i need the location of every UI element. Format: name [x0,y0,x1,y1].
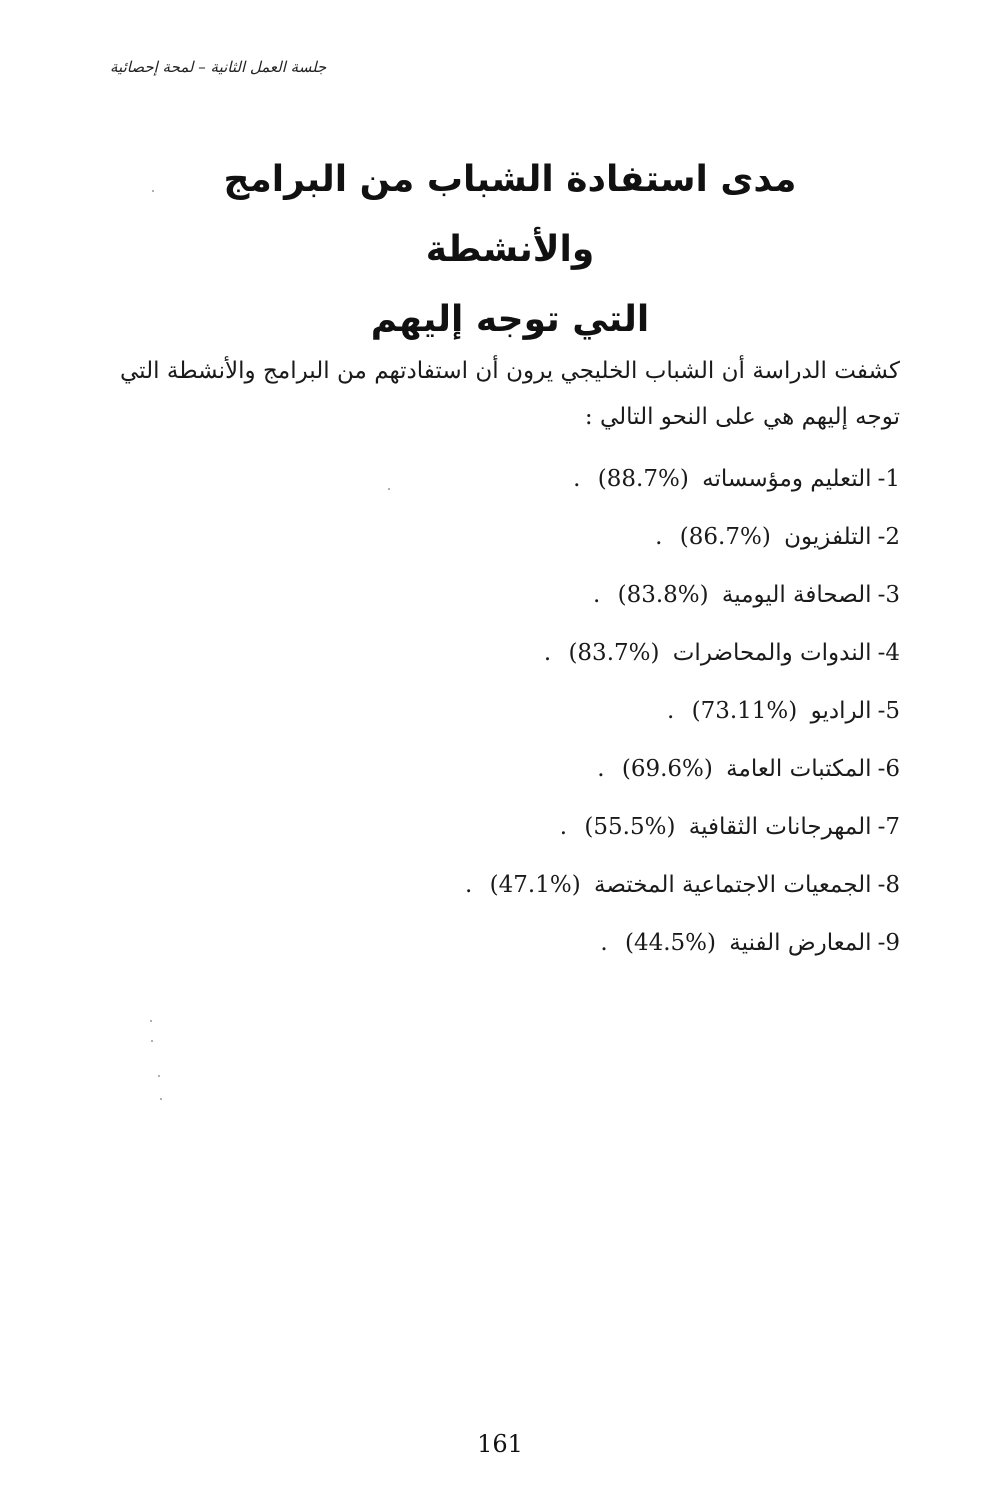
running-header: جلسة العمل الثانية – لمحة إحصائية [110,58,327,76]
item-label: الجمعيات الاجتماعية المختصة [593,872,872,898]
list-item [120,740,900,798]
item-label: الندوات والمحاضرات [672,640,872,666]
item-end-mark: . [655,524,663,550]
item-number: 3- [877,582,900,608]
item-label: المهرجانات الثقافية [688,814,872,840]
item-end-mark: . [559,814,568,840]
list-item [120,450,900,508]
item-number: 5- [877,698,900,724]
scan-speck [388,488,390,490]
item-percentage: (%47.1) [489,872,581,898]
item-end-mark: . [597,756,605,782]
list-item [120,798,900,856]
item-number: 4- [877,640,900,666]
item-percentage: (%44.5) [624,930,716,956]
item-number: 9- [877,930,900,956]
section-title [200,145,820,355]
title-line-1: مدى استفادة الشباب من البرامج والأنشطة [223,159,797,270]
item-percentage: (%69.6) [621,756,713,782]
list-item [120,682,900,740]
item-percentage: (%83.7) [568,640,660,666]
list-item [120,856,900,914]
scan-speck [151,1040,153,1042]
scan-speck [160,1098,162,1100]
page-number: 161 [477,1430,523,1458]
item-end-mark: . [600,930,608,956]
item-label: المكتبات العامة [726,756,872,782]
item-end-mark: . [592,582,601,608]
item-label: الصحافة اليومية [721,582,872,608]
item-end-mark: . [465,872,473,898]
item-label: التعليم ومؤسساته [702,466,872,492]
item-number: 8- [877,872,900,898]
item-percentage: (%73.11) [691,698,798,724]
title-line-2: التي توجه إليهم [370,299,650,340]
item-end-mark: . [573,466,581,492]
item-number: 6- [877,756,900,782]
item-label: الراديو [810,698,872,724]
item-percentage: (%83.8) [617,582,709,608]
item-label: المعارض الفنية [729,930,872,956]
item-end-mark: . [543,640,552,666]
item-label: التلفزيون [784,524,872,550]
item-percentage: (%86.7) [679,524,771,550]
item-end-mark: . [666,698,675,724]
list-item [120,914,900,972]
item-number: 1- [877,466,900,492]
scan-speck [152,190,154,192]
scan-speck [150,1020,152,1022]
item-percentage: (%55.5) [584,814,676,840]
list-item [120,508,900,566]
intro-paragraph: كشفت الدراسة أن الشباب الخليجي يرون أن استفادتهم من البرامج والأنشطة التي توجه إليهم هي على النحو التالي : [120,358,900,430]
item-number: 2- [877,524,900,550]
item-number: 7- [877,814,900,840]
list-item [120,624,900,682]
list-item [120,566,900,624]
ranking-list [120,450,900,972]
item-percentage: (%88.7) [597,466,689,492]
scan-speck [158,1075,160,1077]
